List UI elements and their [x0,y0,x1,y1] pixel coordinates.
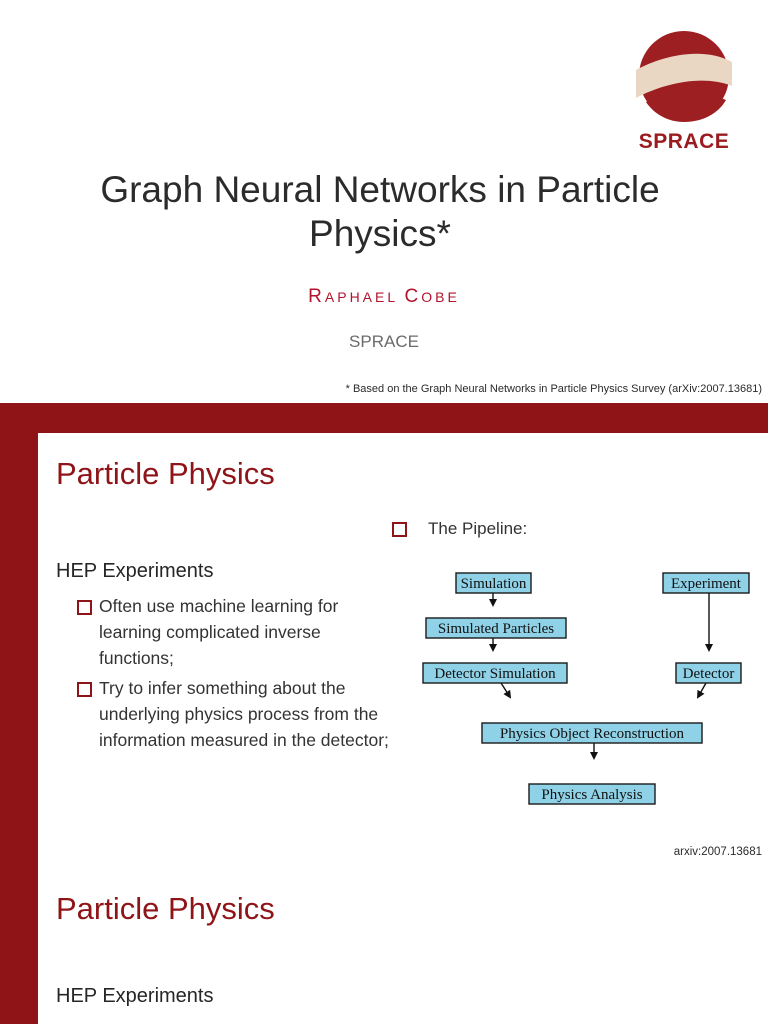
list-item [75,593,395,671]
node-detector-simulation [423,663,567,683]
node-label: Physics Analysis [541,787,643,803]
node-reconstruction [482,723,702,743]
author-initial-first: R [308,286,325,307]
bullet-list [75,593,395,757]
sprace-logo [632,26,736,154]
sprace-logo-icon [632,26,736,130]
node-label: Experiment [671,576,741,592]
section-subheading-repeat: HEP Experiments [56,985,214,1007]
author-initial-last: C [404,286,422,307]
affiliation: SPRACE [349,332,419,351]
presentation-title: Graph Neural Networks in Particle Physics* [100,169,660,254]
author-last-rest: OBE [421,289,460,305]
node-label: Physics Object Reconstruction [499,726,685,742]
hollow-square-icon [77,682,92,697]
footnote: * Based on the Graph Neural Networks in Particle Physics Survey (arXiv:2007.13681) [345,383,762,395]
title-slide [0,0,768,403]
bullet-text: Often use machine learning for learning complicated inverse functions; [99,596,339,668]
pipeline-label [428,519,527,539]
slide-heading-repeat: Particle Physics [56,891,275,926]
bullet-text: Try to infer something about the underlying physics process from the information measured in the detector; [99,678,389,750]
slide-panel [38,433,768,1024]
author-first-rest: APHAEL [324,289,398,305]
node-label: Simulation [460,576,527,592]
section-subheading: HEP Experiments [56,560,214,582]
node-label: Simulated Particles [437,621,555,637]
arrow [501,683,510,697]
pipeline-diagram [416,568,766,818]
node-detector [676,663,741,683]
hollow-square-icon [392,522,407,537]
content-slide [0,403,768,1024]
hollow-square-icon [77,600,92,615]
pipeline-label-text: The Pipeline: [428,519,528,538]
node-label: Detector Simulation [434,666,556,682]
node-analysis [529,784,655,804]
slide-heading: Particle Physics [56,456,275,491]
node-experiment [663,573,749,593]
node-label: Detector [682,666,735,682]
reference-label: arxiv:2007.13681 [673,846,762,858]
node-simulation [456,573,531,593]
arrow [698,683,706,697]
author-name [0,286,768,308]
logo-text: SPRACE [638,130,730,153]
node-simulated-particles [426,618,566,638]
list-item [75,675,395,753]
